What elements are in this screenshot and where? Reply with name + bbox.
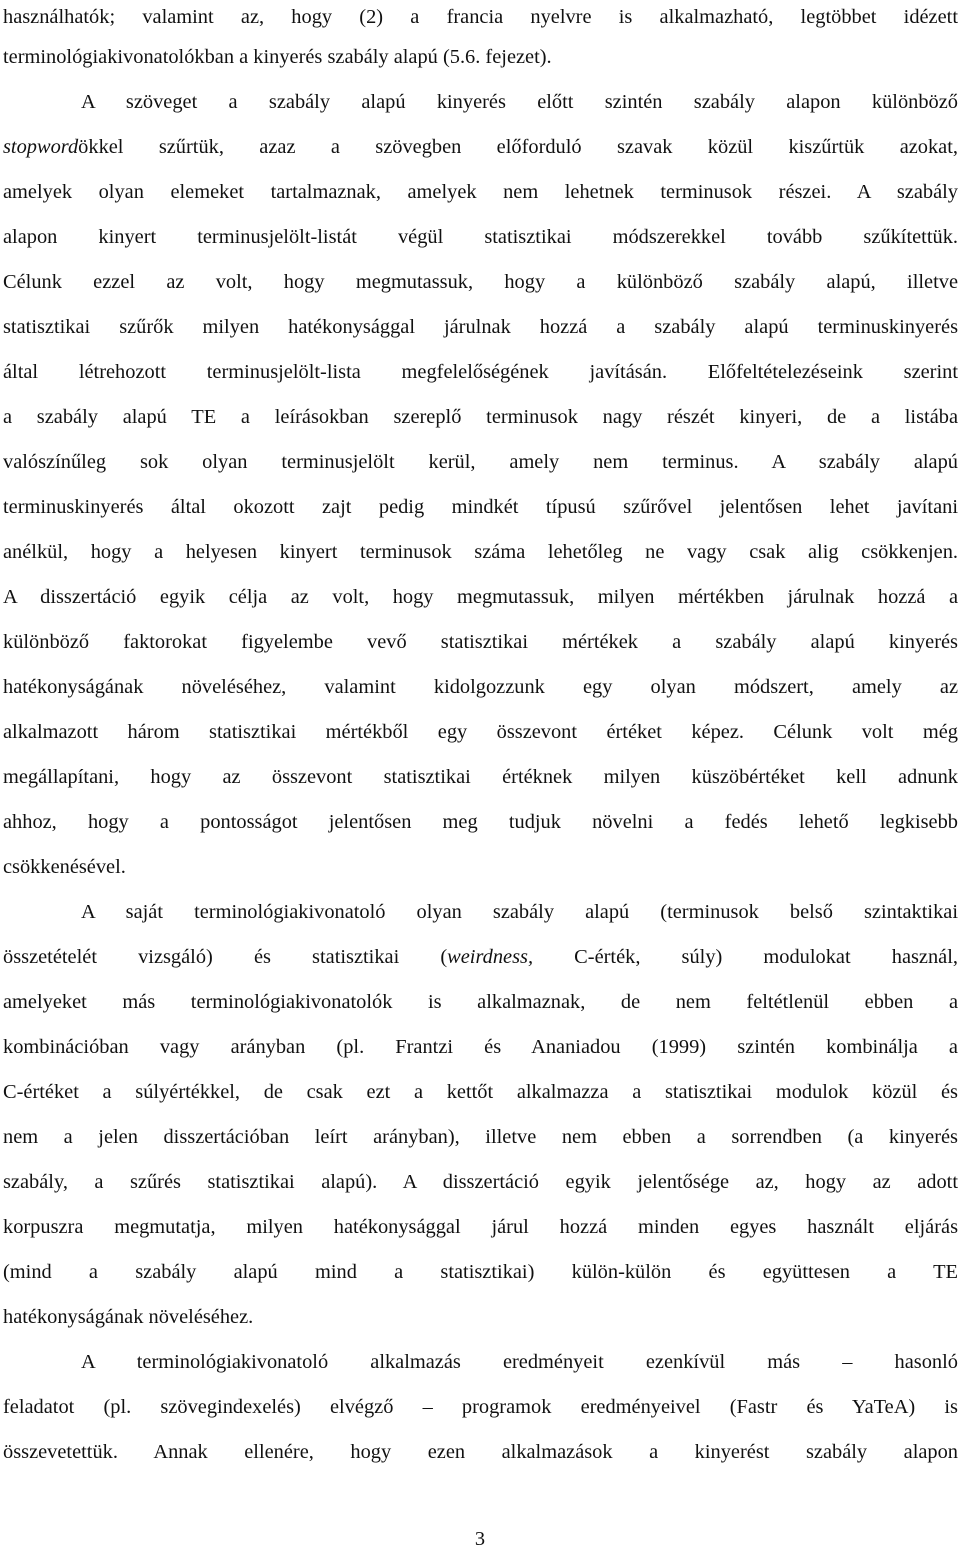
text-line: stopwordökkel szűrtük, azaz a szövegben előforduló szavak közül kiszűrtük azokat, xyxy=(3,136,958,158)
text-line: A disszertáció egyik célja az volt, hogy megmutassuk, milyen mértékben járulnak hozzá a xyxy=(3,586,958,608)
text-line: feladatot (pl. szövegindexelés) elvégző – programok eredményeivel (Fastr és YaTeA) is xyxy=(3,1396,958,1418)
text-line: által létrehozott terminusjelölt-lista megfelelőségének javításán. Előfeltételezéseink szerint xyxy=(3,361,958,383)
text-line: alkalmazott három statisztikai mértékből egy összevont értéket képez. Célunk volt még xyxy=(3,721,958,743)
text-line: összetételét vizsgáló) és statisztikai (weirdness, C-érték, súly) modulokat használ, xyxy=(3,946,958,968)
text-line: a szabály alapú TE a leírásokban szereplő terminusok nagy részét kinyeri, de a listába xyxy=(3,406,958,428)
text-line: (mind a szabály alapú mind a statisztikai) külön-külön és együttesen a TE xyxy=(3,1261,958,1283)
text-line: statisztikai szűrők milyen hatékonysággal járulnak hozzá a szabály alapú terminuskinyerés xyxy=(3,316,958,338)
text-line: különböző faktorokat figyelembe vevő statisztikai mértékek a szabály alapú kinyerés xyxy=(3,631,958,653)
paragraph-first-line: A szöveget a szabály alapú kinyerés előtt szintén szabály alapon különböző xyxy=(81,91,958,113)
text-line: anélkül, hogy a helyesen kinyert terminusok száma lehetőleg ne vagy csak alig csökkenjen. xyxy=(3,541,958,563)
text-line: összevetettük. Annak ellenére, hogy ezen alkalmazások a kinyerést szabály alapon xyxy=(3,1441,958,1463)
page-number: 3 xyxy=(474,1528,486,1550)
text-line: nem a jelen disszertációban leírt arányban), illetve nem ebben a sorrendben (a kinyerés xyxy=(3,1126,958,1148)
text-line: alapon kinyert terminusjelölt-listát végül statisztikai módszerekkel tovább szűkítettük. xyxy=(3,226,958,248)
text-line: terminológiakivonatolókban a kinyerés szabály alapú (5.6. fejezet). xyxy=(3,46,552,68)
text-line: megállapítani, hogy az összevont statisztikai értéknek milyen küszöbértéket kell adnunk xyxy=(3,766,958,788)
text-line: terminuskinyerés által okozott zajt pedig mindkét típusú szűrővel jelentősen lehet javítani xyxy=(3,496,958,518)
text-line: korpuszra megmutatja, milyen hatékonysággal járul hozzá minden egyes használt eljárás xyxy=(3,1216,958,1238)
text-line: hatékonyságának növeléséhez. xyxy=(3,1306,254,1328)
text-line: szabály, a szűrés statisztikai alapú). A disszertáció egyik jelentősége az, hogy az adott xyxy=(3,1171,958,1193)
text-line: használhatók; valamint az, hogy (2) a francia nyelvre is alkalmazható, legtöbbet idézett xyxy=(3,6,958,28)
text-line: amelyek olyan elemeket tartalmaznak, amelyek nem lehetnek terminusok részei. A szabály xyxy=(3,181,958,203)
paragraph-first-line: A terminológiakivonatoló alkalmazás eredményeit ezenkívül más – hasonló xyxy=(81,1351,958,1373)
text-line: hatékonyságának növeléséhez, valamint kidolgozzunk egy olyan módszert, amely az xyxy=(3,676,958,698)
text-line: kombinációban vagy arányban (pl. Frantzi és Ananiadou (1999) szintén kombinálja a xyxy=(3,1036,958,1058)
text-line: amelyeket más terminológiakivonatolók is alkalmaznak, de nem feltétlenül ebben a xyxy=(3,991,958,1013)
text-line: Célunk ezzel az volt, hogy megmutassuk, hogy a különböző szabály alapú, illetve xyxy=(3,271,958,293)
text-line: valószínűleg sok olyan terminusjelölt kerül, amely nem terminus. A szabály alapú xyxy=(3,451,958,473)
text-line: csökkenésével. xyxy=(3,856,126,878)
paragraph-first-line: A saját terminológiakivonatoló olyan szabály alapú (terminusok belső szintaktikai xyxy=(81,901,958,923)
text-line: C-értéket a súlyértékkel, de csak ezt a kettőt alkalmazza a statisztikai modulok közül és xyxy=(3,1081,958,1103)
text-line: ahhoz, hogy a pontosságot jelentősen meg tudjuk növelni a fedés lehető legkisebb xyxy=(3,811,958,833)
